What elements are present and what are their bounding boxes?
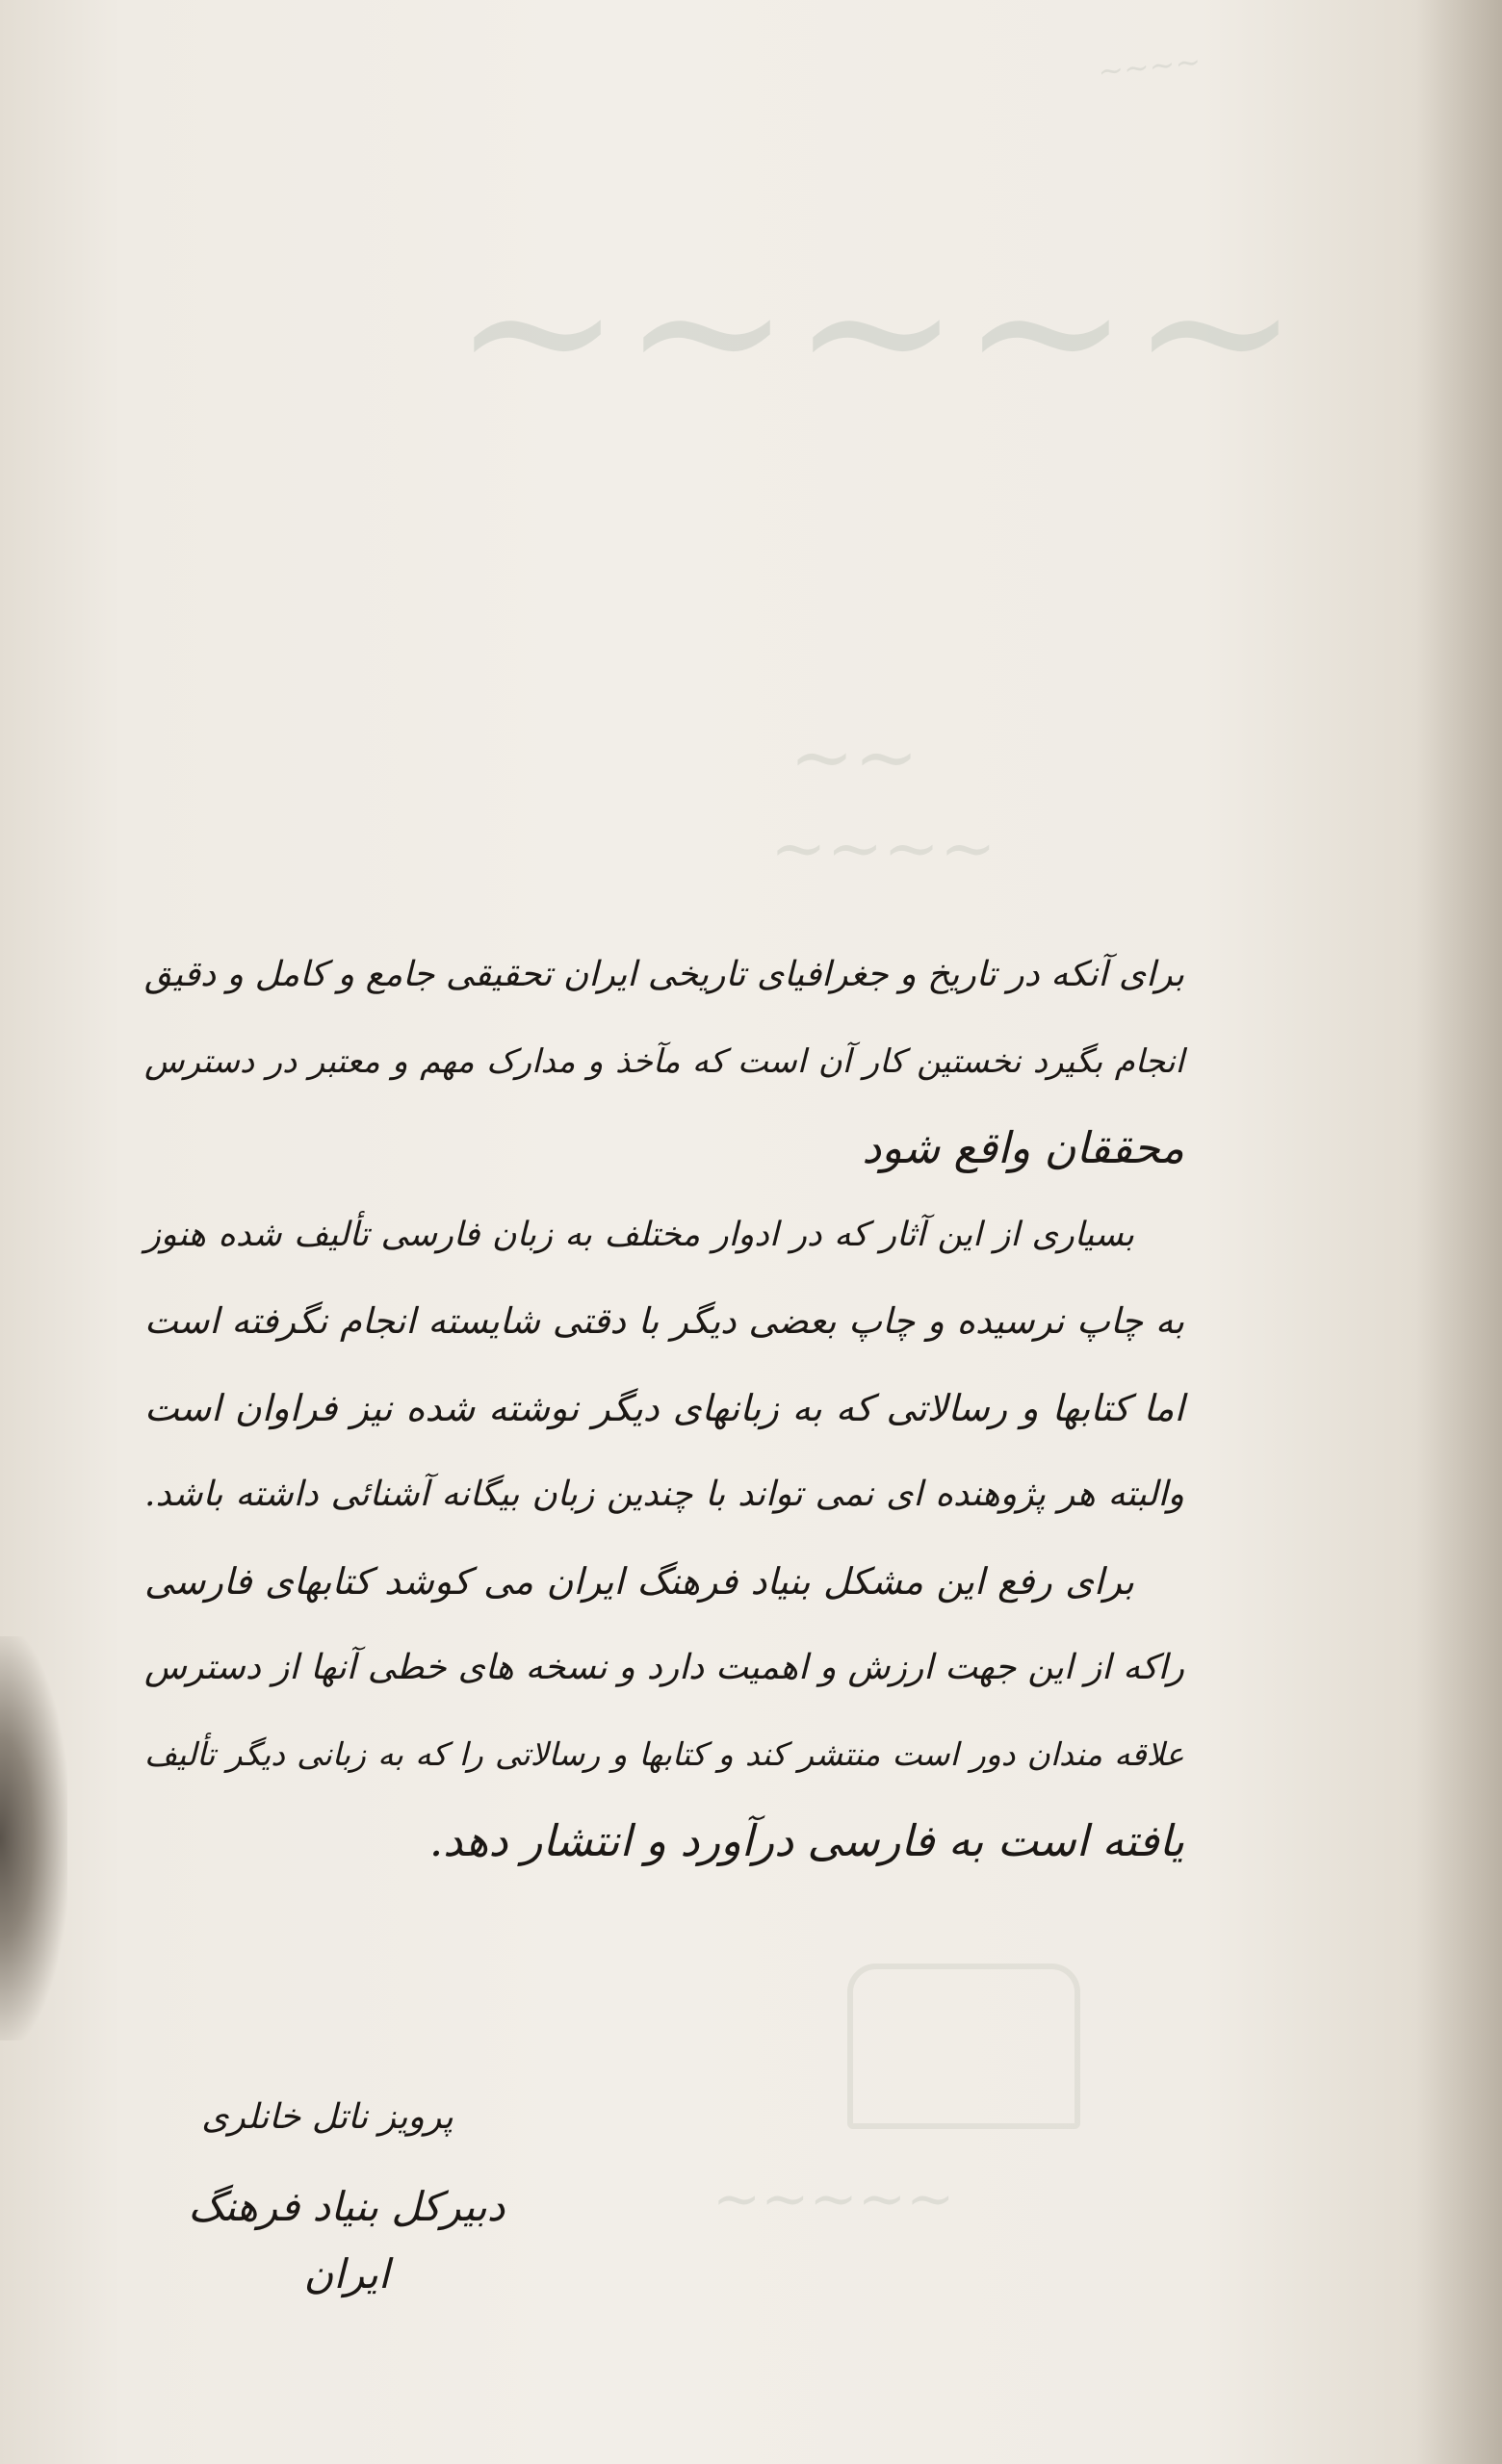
bleed-through-author: ~~~~	[770, 808, 997, 887]
page-shadow-left	[0, 1636, 67, 2040]
preface-line-7: والبته هر پژوهنده ای نمی تواند با چندین زبان بیگانه آشنائی داشته باشد.	[144, 1475, 1184, 1514]
signatory-title: دبیرکل بنیاد فرهنگ ایران	[188, 2183, 505, 2297]
page-shadow-right	[1415, 0, 1502, 2464]
preface-line-3: محققان واقع شود	[862, 1122, 1184, 1173]
preface-line-5: به چاپ نرسیده و چاپ بعضی دیگر با دقتی شایسته انجام نگرفته است	[144, 1300, 1184, 1342]
signatory-name: پرویز ناتل خانلری	[201, 2097, 453, 2137]
bleed-through-title: ~~~~~	[453, 212, 1300, 448]
preface-line-8: برای رفع این مشکل بنیاد فرهنگ ایران می کوشد کتابهای فارسی	[144, 1560, 1134, 1603]
bleed-through-author-label: ~~	[790, 712, 919, 802]
preface-line-10: علاقه مندان دور است منتشر کند و کتابها و رسالاتی را که به زبانی دیگر تألیف	[144, 1735, 1184, 1773]
preface-line-6: اما کتابها و رسالاتی که به زبانهای دیگر نوشته شده نیز فراوان است	[144, 1387, 1184, 1429]
preface-text	[144, 932, 1184, 1885]
signature-block	[144, 2089, 549, 2297]
preface-line-11: یافته است به فارسی درآورد و انتشار دهد.	[428, 1815, 1184, 1866]
preface-line-1: برای آنکه در تاریخ و جغرافیای تاریخی ایران تحقیقی جامع و کامل و دقیق	[144, 955, 1184, 994]
preface-line-2: انجام بگیرد نخستین کار آن است که مآخذ و مدارک مهم و معتبر در دسترس	[144, 1042, 1184, 1081]
preface-line-9: راکه از این جهت ارزش و اهمیت دارد و نسخه های خطی آنها از دسترس	[144, 1648, 1184, 1687]
bleed-through-emblem	[847, 1964, 1080, 2129]
preface-line-4: بسیاری از این آثار که در ادوار مختلف به زبان فارسی تألیف شده هنوز	[144, 1216, 1134, 1254]
bleed-through-corner-note: ~~~~	[1096, 42, 1203, 90]
bleed-through-publisher: ~~~~~	[712, 2166, 955, 2233]
